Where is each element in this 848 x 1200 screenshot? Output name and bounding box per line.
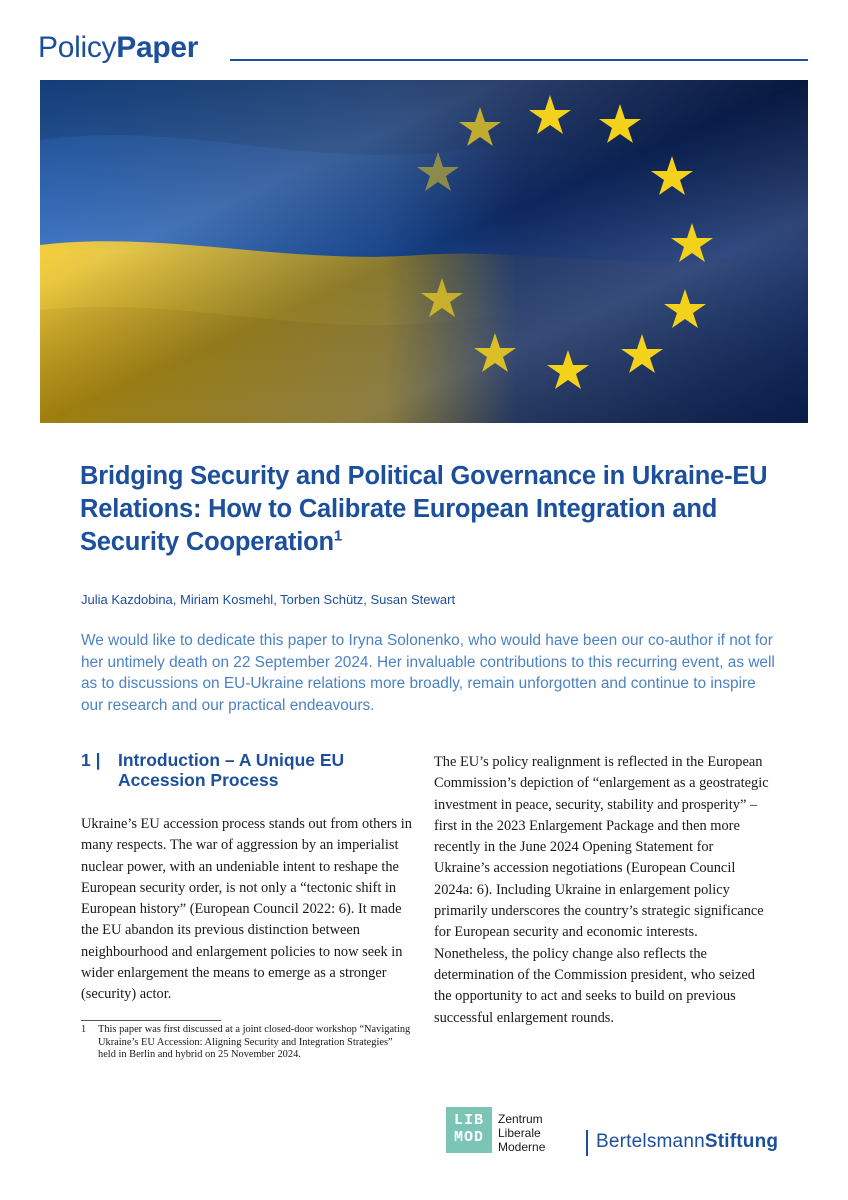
libmod-mark-line1: LIB (453, 1112, 484, 1129)
footnote (81, 1024, 411, 1062)
brand-bold: Paper (116, 31, 199, 64)
header-rule (230, 59, 808, 61)
libmod-line1: Zentrum (498, 1112, 543, 1126)
footnote-number: 1 (81, 1024, 87, 1035)
libmod-logo-icon (446, 1107, 492, 1153)
body-text-right: The EU’s policy realignment is reflected in the European Commission’s depiction of “enlargement as a geostrategic investment in peace, security, stability and prosperity” – first in the 2023 Enlargement Package and then more recently in the June 2024 Opening Statement for Ukraine’s accession negotiations (European Council 2024a: 6). Including Ukraine in enlargement policy primarily underscores the country’s strategic significance for European security and economic interests. Nonetheless, the policy change also reflects the determination of the Commission president, who seized the opportunity to act and seeks to build on previous successful enlargement rounds. (434, 754, 769, 1026)
bertelsmann-logo (596, 1131, 778, 1153)
footnote-text: This paper was first discussed at a joint closed-door workshop “Navigating Ukraine’s EU Accession: Aligning Security and Integration Strategies” held in Berlin and hybrid on 25 November 2024. (98, 1024, 411, 1061)
hero-flag-image (40, 80, 808, 423)
libmod-mark-line2: MOD (453, 1129, 484, 1146)
section-title: Introduction – A Unique EU Accession Process (118, 750, 345, 790)
brand-regular: Policy (38, 31, 117, 64)
ukraine-eu-flag-illustration (40, 80, 808, 423)
libmod-line2: Liberale (498, 1126, 541, 1140)
libmod-line3: Moderne (498, 1140, 546, 1154)
section-number: 1 | (81, 750, 101, 770)
body-text-left: Ukraine’s EU accession process stands out from others in many respects. The war of aggression by an imperialist nuclear power, with an undeniable intent to reshape the European security order, is not only a “tectonic shift in European history” (European Council 2022: 6). It made the EU abandon its previous distinction between neighbourhood and enlargement policies to now seek in wider enlargement the means to emerge as a stronger (security) actor. (81, 816, 412, 1003)
title-text: Bridging Security and Political Governance in Ukraine-EU Relations: How to Calibrate European Integration and Security Cooperation (80, 462, 768, 556)
policy-paper-brand (38, 30, 198, 66)
paper-title (80, 460, 780, 559)
authors: Julia Kazdobina, Miriam Kosmehl, Torben Schütz, Susan Stewart (81, 592, 456, 607)
section-heading (81, 750, 411, 790)
bertelsmann-bold: Stiftung (704, 1131, 779, 1152)
bertelsmann-regular: Bertelsmann (596, 1131, 705, 1152)
title-footnote-marker: 1 (333, 527, 343, 545)
dedication: We would like to dedicate this paper to Iryna Solonenko, who would have been our co-author if not for her untimely death on 22 September 2024. Her invaluable contributions to this recurring event, as well as to discussions on EU-Ukraine relations more broadly, remain unforgotten and continue to inspire our research and our practical endeavours. (81, 632, 775, 714)
libmod-wordmark (498, 1112, 545, 1154)
page-header (38, 30, 808, 66)
logo-divider (586, 1130, 588, 1156)
footnote-rule (81, 1020, 221, 1021)
